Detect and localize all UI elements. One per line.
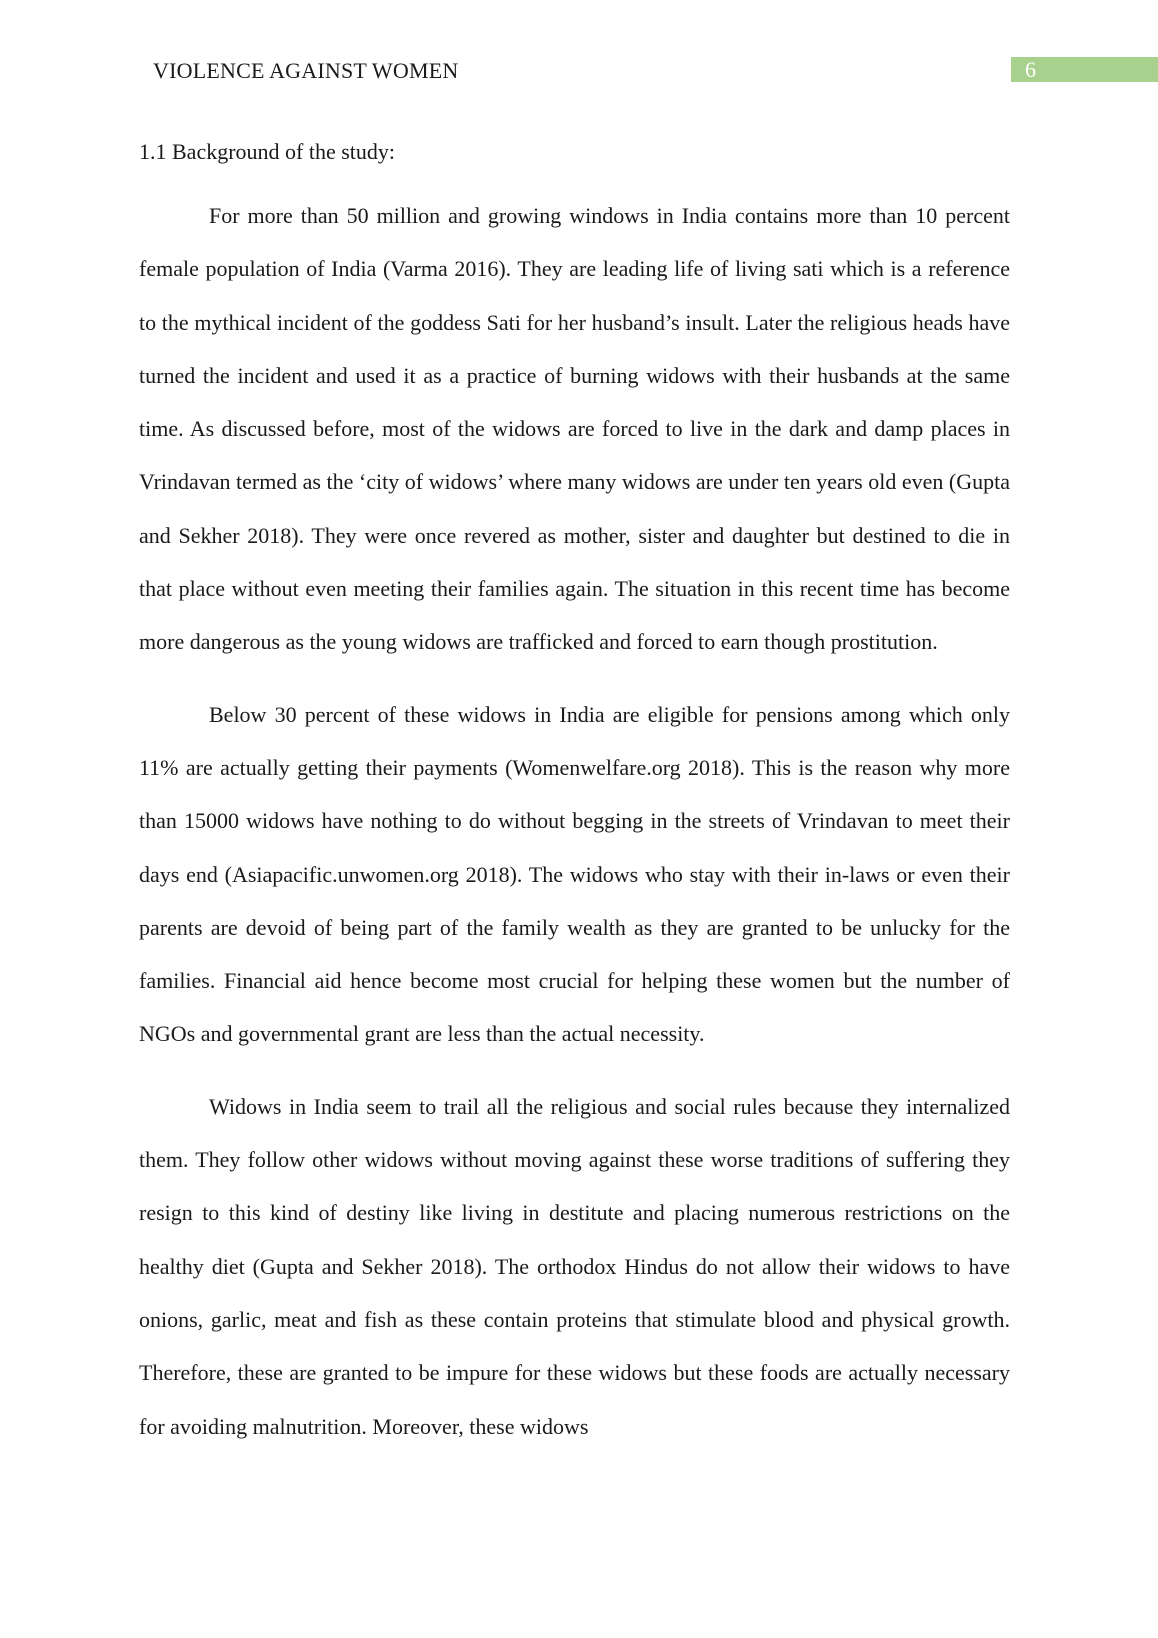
paragraph-2: Below 30 percent of these widows in India are eligible for pensions among which only 11% are actually getting their payments (Womenwelfare.org 2018). This is the reason why more than 15000 widows have nothing to do without begging in the streets of Vrindavan to meet their days end (Asiapacific.unwomen.org 2018). The widows who stay with their in-laws or even their parents are devoid of being part of the family wealth as they are granted to be unlucky for the families. Financial aid hence become most crucial for helping these women but the number of NGOs and governmental grant are less than the actual necessity. bbox=[139, 701, 1010, 1047]
running-head: VIOLENCE AGAINST WOMEN bbox=[153, 58, 459, 83]
paragraph-1: For more than 50 million and growing windows in India contains more than 10 percent female population of India (Varma 2016). They are leading life of living sati which is a reference to the mythical incident of the goddess Sati for her husband’s insult. Later the religious heads have turned the incident and used it as a practice of burning widows with their husbands at the same time. As discussed before, most of the widows are forced to live in the dark and damp places in Vrindavan termed as the ‘city of widows’ where many widows are under ten years old even (Gupta and Sekher 2018). They were once revered as mother, sister and daughter but destined to die in that place without even meeting their families again. The situation in this recent time has become more dangerous as the young widows are trafficked and forced to earn though prostitution. bbox=[139, 203, 1010, 655]
section-heading: 1.1 Background of the study: bbox=[139, 139, 396, 164]
paragraph-3: Widows in India seem to trail all the religious and social rules because they internalized them. They follow other widows without moving against these worse traditions of suffering they resign to this kind of destiny like living in destitute and placing numerous restrictions on the healthy diet (Gupta and Sekher 2018). The orthodox Hindus do not allow their widows to have onions, garlic, meat and fish as these contain proteins that stimulate blood and physical growth. Therefore, these are granted to be impure for these widows but these foods are actually necessary for avoiding malnutrition. Moreover, these widows bbox=[139, 1093, 1010, 1439]
page-number: 6 bbox=[1011, 57, 1158, 82]
document-body bbox=[139, 137, 1010, 1472]
